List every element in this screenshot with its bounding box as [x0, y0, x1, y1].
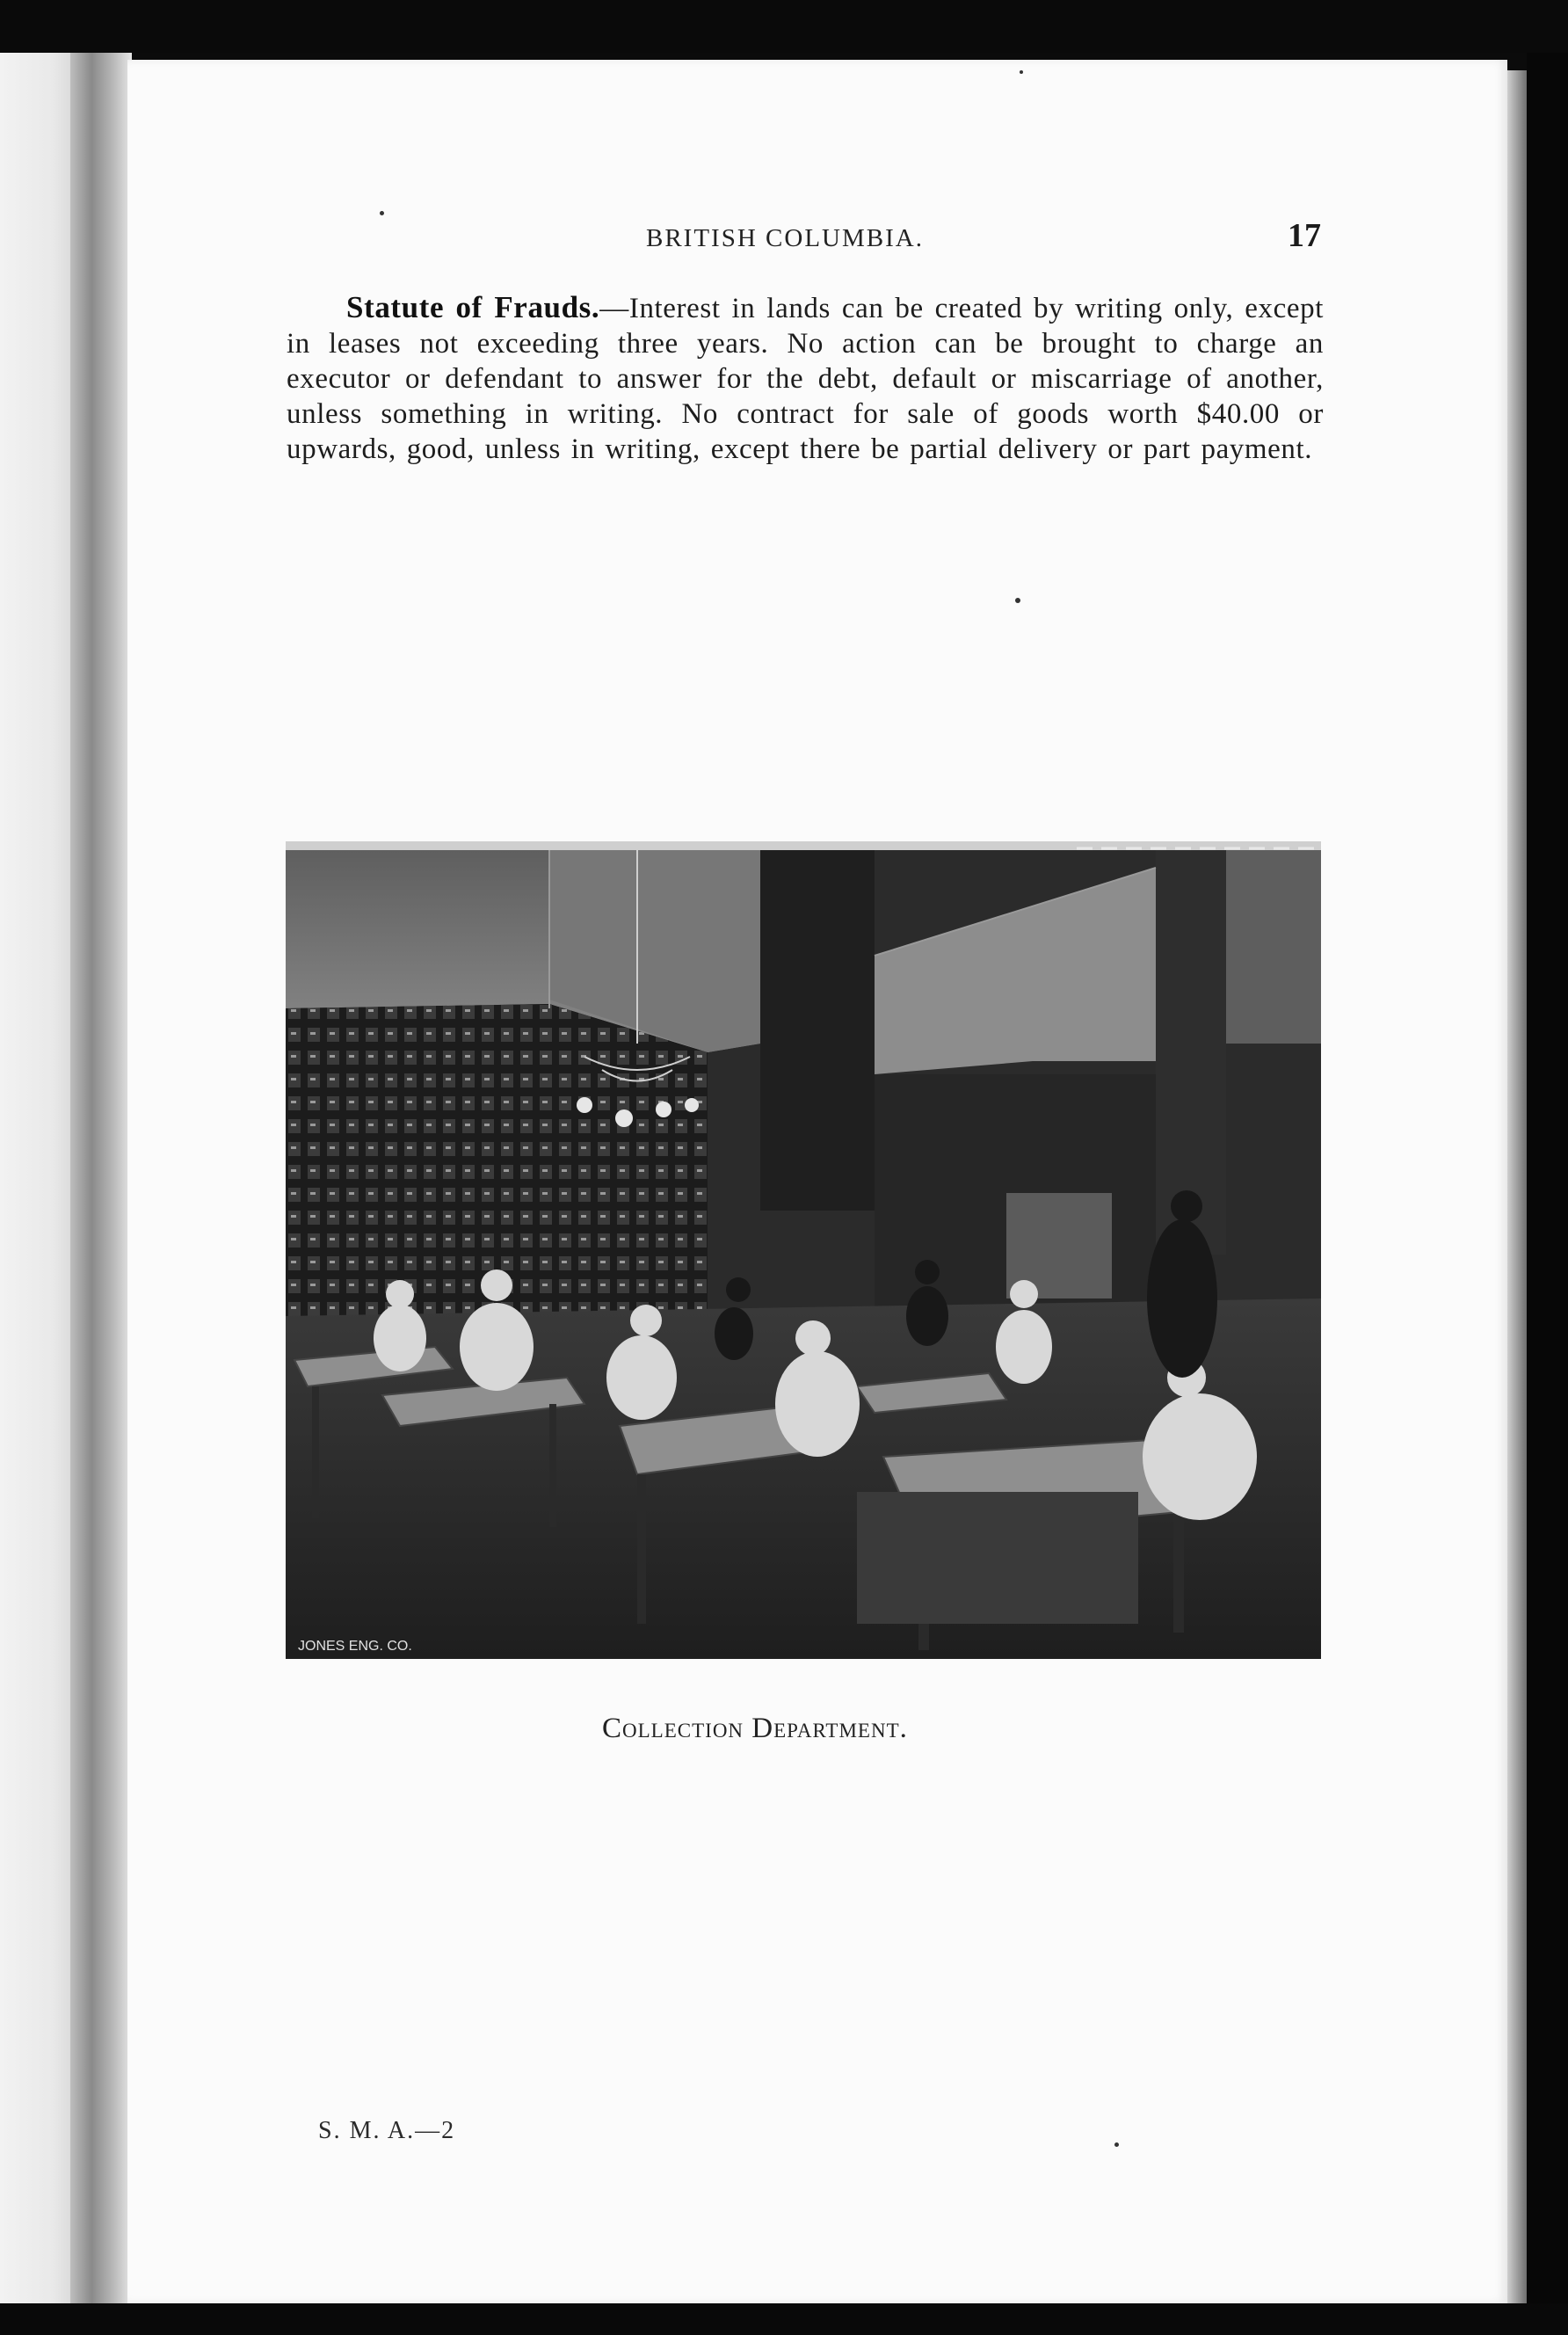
scan-top-edge: [0, 0, 1568, 53]
dust-speck: [1114, 2142, 1119, 2147]
signature-mark: S. M. A.—2: [318, 2117, 456, 2144]
statute-of-frauds-paragraph: [287, 290, 1324, 467]
dust-speck: [380, 211, 384, 215]
page-number: 17: [1288, 217, 1321, 254]
office-interior-illustration: [286, 841, 1321, 1659]
page-edge-shadow: [1507, 70, 1527, 2308]
dust-speck: [1020, 70, 1023, 74]
paragraph-heading: Statute of Frauds.: [346, 290, 600, 324]
engraver-credit: JONES ENG. CO.: [298, 1639, 412, 1654]
collection-department-photo: [286, 841, 1321, 1659]
dust-speck: [1015, 598, 1020, 603]
paragraph-body: —Interest in lands can be created by writing only, except in leases not exceeding three years. No action can be brought to charge an executor or defendant to answer for the debt, default or miscarriage of another, unless something in writing. No contract for sale of goods worth $40.00 or upwards, good, unless in writing, except there be partial delivery or part payment.: [287, 293, 1325, 465]
photo-caption: Collection Department.: [602, 1713, 908, 1744]
scan-bottom-edge: [0, 2303, 1568, 2335]
running-head: BRITISH COLUMBIA.: [646, 224, 924, 252]
scan-right-edge: [1527, 53, 1568, 2335]
book-gutter: [70, 53, 132, 2308]
